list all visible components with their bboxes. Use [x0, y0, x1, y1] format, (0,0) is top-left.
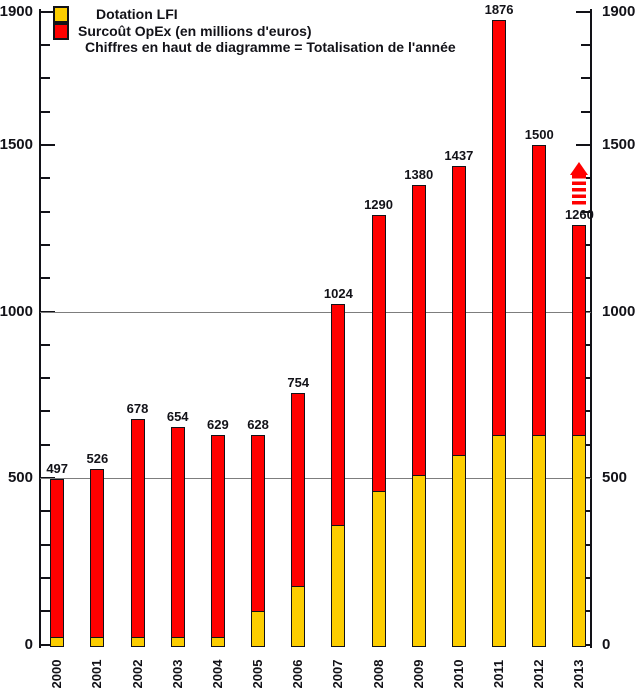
- bar-lfi-2004: [211, 637, 225, 647]
- bar-opex-2008: [372, 215, 386, 493]
- bar-lfi-2008: [372, 491, 386, 647]
- bar-lfi-2000: [50, 637, 64, 647]
- y-tick-left-1200: [40, 244, 50, 246]
- x-label-2005: 2005: [250, 659, 266, 689]
- x-label-2007: 2007: [330, 659, 346, 689]
- total-label-2000: 497: [46, 460, 69, 476]
- bar-opex-2004: [211, 435, 225, 638]
- bar-opex-2000: [50, 479, 64, 639]
- bar-lfi-2002: [131, 637, 145, 647]
- total-label-2008: 1290: [364, 196, 393, 212]
- y-tick-right-1600: [581, 111, 591, 113]
- bar-lfi-2001: [90, 637, 104, 647]
- bar-lfi-2009: [412, 475, 426, 647]
- y-tick-left-1800: [40, 44, 50, 46]
- y-tick-left-700: [40, 410, 50, 412]
- y-tick-left-1500: [40, 144, 55, 146]
- bar-lfi-2013: [572, 435, 586, 647]
- y-tick-left-900: [40, 344, 50, 346]
- bar-lfi-2012: [532, 435, 546, 647]
- total-label-2003: 654: [166, 408, 189, 424]
- total-label-2012: 1500: [524, 127, 554, 142]
- y-tick-left-200: [40, 577, 50, 579]
- x-label-2013: 2013: [571, 659, 587, 689]
- bar-opex-2001: [90, 469, 104, 638]
- gridline-1000: [40, 312, 591, 313]
- legend-swatch-surcout-opex-icon: [53, 23, 69, 40]
- y-axis-right: [590, 9, 592, 648]
- y-tick-left-800: [40, 377, 50, 379]
- bar-lfi-2011: [492, 435, 506, 647]
- x-label-2004: 2004: [209, 659, 225, 689]
- total-label-2002: 678: [126, 400, 149, 416]
- bar-lfi-2010: [452, 455, 466, 647]
- legend-swatch-dotation-lfi-icon: [53, 6, 69, 23]
- y-axis-label-right-500: 500: [602, 469, 628, 486]
- legend-note: Chiffres en haut de diagramme = Totalisation de l'année: [85, 39, 456, 55]
- total-label-2013: 1260: [564, 206, 594, 222]
- bar-opex-2012: [532, 145, 546, 437]
- x-label-2009: 2009: [410, 659, 426, 689]
- x-label-2010: 2010: [450, 659, 466, 689]
- total-label-2004: 629: [207, 417, 229, 433]
- y-axis-left: [39, 9, 41, 648]
- y-tick-left-400: [40, 510, 50, 512]
- bar-lfi-2007: [331, 525, 345, 647]
- bar-opex-2003: [171, 427, 185, 639]
- projection-arrowhead-icon: [570, 162, 588, 175]
- x-label-2008: 2008: [370, 659, 386, 689]
- gridline-500: [40, 478, 591, 479]
- y-axis-label-right-1000: 1000: [602, 302, 636, 320]
- total-label-2010: 1437: [444, 147, 474, 163]
- bar-opex-2011: [492, 20, 506, 437]
- x-label-2003: 2003: [169, 659, 185, 689]
- y-axis-label-right-0: 0: [602, 635, 611, 653]
- y-axis-label-left-0: 0: [24, 635, 33, 653]
- bar-opex-2006: [291, 393, 305, 588]
- bar-opex-2005: [251, 435, 265, 613]
- bar-opex-2007: [331, 304, 345, 527]
- y-tick-left-1600: [40, 111, 50, 113]
- bar-opex-2009: [412, 185, 426, 477]
- y-tick-right-1800: [581, 44, 591, 46]
- legend-label-dotation-lfi: Dotation LFI: [96, 6, 178, 22]
- y-axis-label-left-500: 500: [7, 469, 33, 486]
- bar-lfi-2005: [251, 611, 265, 647]
- x-label-2012: 2012: [531, 659, 547, 689]
- y-axis-label-right-1500: 1500: [602, 136, 636, 153]
- bar-opex-2013: [572, 225, 586, 437]
- x-label-2002: 2002: [129, 659, 145, 689]
- legend-label-surcout-opex: Surcoût OpEx (en millions d'euros): [78, 23, 312, 39]
- bar-opex-2002: [131, 419, 145, 639]
- x-label-2001: 2001: [89, 659, 105, 689]
- bar-lfi-2003: [171, 637, 185, 647]
- y-tick-left-600: [40, 444, 50, 446]
- x-label-2000: 2000: [49, 659, 65, 689]
- total-label-2007: 1024: [323, 285, 353, 301]
- total-label-2005: 628: [247, 417, 269, 433]
- x-label-2006: 2006: [290, 659, 306, 689]
- y-axis-label-left-1500: 1500: [0, 136, 33, 153]
- y-axis-label-left-1900: 1900: [0, 2, 33, 20]
- total-label-2009: 1380: [404, 166, 434, 182]
- bar-lfi-2006: [291, 586, 305, 647]
- y-tick-right-1900: [576, 11, 591, 13]
- projection-dashes-2013: [572, 175, 586, 207]
- total-label-2001: 526: [86, 451, 109, 467]
- bar-opex-2010: [452, 166, 466, 457]
- y-axis-label-left-1000: 1000: [0, 302, 33, 320]
- y-tick-right-1500: [576, 144, 591, 146]
- y-axis-label-right-1900: 1900: [602, 2, 636, 20]
- y-tick-right-1700: [581, 77, 591, 79]
- y-tick-left-1700: [40, 77, 50, 79]
- x-label-2011: 2011: [491, 659, 507, 689]
- y-tick-left-1400: [40, 177, 50, 179]
- y-tick-left-100: [40, 610, 50, 612]
- y-tick-left-300: [40, 544, 50, 546]
- total-label-2006: 754: [287, 375, 310, 391]
- y-tick-left-1300: [40, 211, 50, 213]
- y-tick-left-1100: [40, 277, 50, 279]
- total-label-2011: 1876: [484, 1, 514, 17]
